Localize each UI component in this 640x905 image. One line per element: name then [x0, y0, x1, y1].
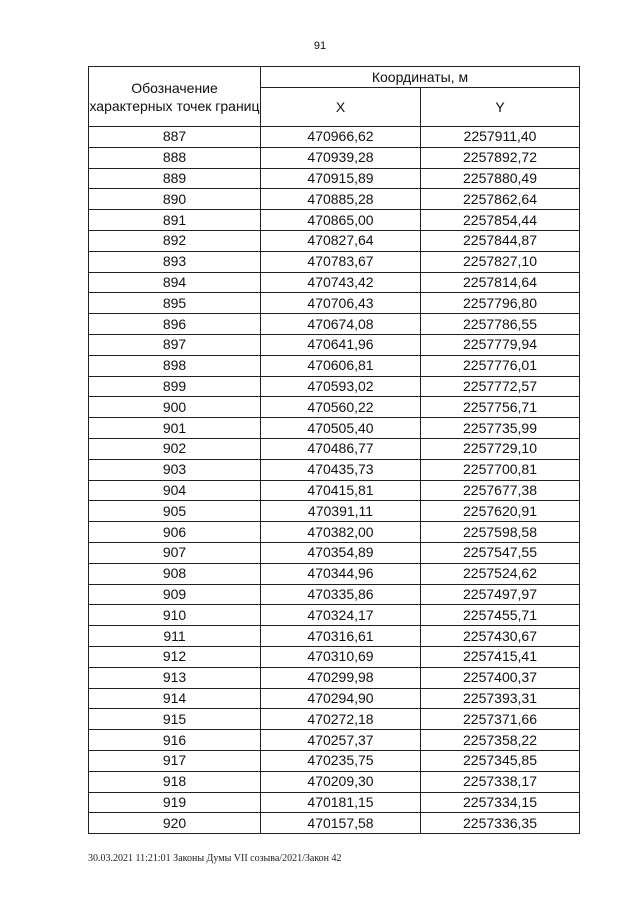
- y-cell: 2257854,44: [421, 210, 580, 231]
- y-header: Y: [421, 88, 580, 127]
- x-cell: 470641,96: [261, 334, 421, 355]
- x-cell: 470257,37: [261, 730, 421, 751]
- coordinates-header: Координаты, м: [261, 67, 580, 88]
- table-row: [89, 314, 580, 335]
- x-cell: 470966,62: [261, 127, 421, 148]
- y-cell: 2257911,40: [421, 127, 580, 148]
- x-cell: 470743,42: [261, 272, 421, 293]
- table-row: [89, 646, 580, 667]
- point-cell: 903: [89, 459, 261, 480]
- table-row: [89, 459, 580, 480]
- x-cell: 470915,89: [261, 168, 421, 189]
- y-cell: 2257796,80: [421, 293, 580, 314]
- point-cell: 916: [89, 730, 261, 751]
- coordinates-table: [88, 66, 580, 834]
- table-row: [89, 397, 580, 418]
- point-cell: 910: [89, 605, 261, 626]
- table-row: [89, 563, 580, 584]
- point-cell: 898: [89, 355, 261, 376]
- y-cell: 2257756,71: [421, 397, 580, 418]
- y-cell: 2257880,49: [421, 168, 580, 189]
- y-cell: 2257892,72: [421, 147, 580, 168]
- point-cell: 891: [89, 210, 261, 231]
- point-cell: 906: [89, 522, 261, 543]
- table-row: [89, 272, 580, 293]
- table-row: [89, 626, 580, 647]
- y-cell: 2257677,38: [421, 480, 580, 501]
- table-row: [89, 709, 580, 730]
- point-cell: 897: [89, 334, 261, 355]
- point-cell: 907: [89, 542, 261, 563]
- y-cell: 2257371,66: [421, 709, 580, 730]
- y-cell: 2257547,55: [421, 542, 580, 563]
- table-row: [89, 355, 580, 376]
- table-row: [89, 688, 580, 709]
- table-row: [89, 210, 580, 231]
- point-cell: 909: [89, 584, 261, 605]
- point-cell: 908: [89, 563, 261, 584]
- point-cell: 893: [89, 251, 261, 272]
- x-cell: 470391,11: [261, 501, 421, 522]
- y-cell: 2257497,97: [421, 584, 580, 605]
- point-cell: 911: [89, 626, 261, 647]
- x-cell: 470415,81: [261, 480, 421, 501]
- table-row: [89, 813, 580, 834]
- point-cell: 888: [89, 147, 261, 168]
- x-cell: 470294,90: [261, 688, 421, 709]
- y-cell: 2257598,58: [421, 522, 580, 543]
- table-row: [89, 501, 580, 522]
- y-cell: 2257735,99: [421, 418, 580, 439]
- point-cell: 912: [89, 646, 261, 667]
- x-cell: 470865,00: [261, 210, 421, 231]
- x-cell: 470560,22: [261, 397, 421, 418]
- y-cell: 2257620,91: [421, 501, 580, 522]
- page-number: 91: [313, 40, 327, 52]
- table-row: [89, 584, 580, 605]
- y-cell: 2257345,85: [421, 750, 580, 771]
- point-cell: 917: [89, 750, 261, 771]
- point-cell: 905: [89, 501, 261, 522]
- table-row: [89, 147, 580, 168]
- x-cell: 470382,00: [261, 522, 421, 543]
- point-cell: 914: [89, 688, 261, 709]
- table-row: [89, 438, 580, 459]
- point-cell: 889: [89, 168, 261, 189]
- y-cell: 2257338,17: [421, 771, 580, 792]
- y-cell: 2257358,22: [421, 730, 580, 751]
- point-cell: 896: [89, 314, 261, 335]
- table-row: [89, 189, 580, 210]
- point-cell: 918: [89, 771, 261, 792]
- y-cell: 2257779,94: [421, 334, 580, 355]
- x-cell: 470435,73: [261, 459, 421, 480]
- x-cell: 470272,18: [261, 709, 421, 730]
- point-cell: 895: [89, 293, 261, 314]
- table-row: [89, 771, 580, 792]
- table-row: [89, 293, 580, 314]
- table-row: [89, 667, 580, 688]
- x-cell: 470939,28: [261, 147, 421, 168]
- table-row: [89, 522, 580, 543]
- table-row: [89, 334, 580, 355]
- y-cell: 2257415,41: [421, 646, 580, 667]
- table-row: [89, 168, 580, 189]
- y-cell: 2257336,35: [421, 813, 580, 834]
- point-cell: 913: [89, 667, 261, 688]
- table-row: [89, 792, 580, 813]
- point-cell: 900: [89, 397, 261, 418]
- y-cell: 2257524,62: [421, 563, 580, 584]
- point-cell: 887: [89, 127, 261, 148]
- x-cell: 470783,67: [261, 251, 421, 272]
- y-cell: 2257844,87: [421, 230, 580, 251]
- point-cell: 902: [89, 438, 261, 459]
- point-cell: 890: [89, 189, 261, 210]
- footer-stamp: 30.03.2021 11:21:01 Законы Думы VII созыва/2021/Закон 42: [88, 853, 342, 864]
- x-cell: 470354,89: [261, 542, 421, 563]
- x-cell: 470885,28: [261, 189, 421, 210]
- point-cell: 899: [89, 376, 261, 397]
- table-row: [89, 418, 580, 439]
- y-cell: 2257455,71: [421, 605, 580, 626]
- x-cell: 470706,43: [261, 293, 421, 314]
- point-cell: 920: [89, 813, 261, 834]
- table-row: [89, 605, 580, 626]
- table-row: [89, 730, 580, 751]
- y-cell: 2257700,81: [421, 459, 580, 480]
- x-cell: 470235,75: [261, 750, 421, 771]
- table-row: [89, 480, 580, 501]
- y-cell: 2257393,31: [421, 688, 580, 709]
- table-row: [89, 251, 580, 272]
- table-row: [89, 750, 580, 771]
- x-cell: 470486,77: [261, 438, 421, 459]
- x-cell: 470181,15: [261, 792, 421, 813]
- x-cell: 470310,69: [261, 646, 421, 667]
- x-cell: 470827,64: [261, 230, 421, 251]
- y-cell: 2257786,55: [421, 314, 580, 335]
- x-header: X: [261, 88, 421, 127]
- x-cell: 470674,08: [261, 314, 421, 335]
- y-cell: 2257729,10: [421, 438, 580, 459]
- point-cell: 894: [89, 272, 261, 293]
- x-cell: 470299,98: [261, 667, 421, 688]
- y-cell: 2257334,15: [421, 792, 580, 813]
- point-cell: 901: [89, 418, 261, 439]
- x-cell: 470505,40: [261, 418, 421, 439]
- point-cell: 919: [89, 792, 261, 813]
- y-cell: 2257862,64: [421, 189, 580, 210]
- table-row: [89, 127, 580, 148]
- table-row: [89, 376, 580, 397]
- x-cell: 470335,86: [261, 584, 421, 605]
- x-cell: 470593,02: [261, 376, 421, 397]
- table-row: [89, 230, 580, 251]
- x-cell: 470606,81: [261, 355, 421, 376]
- y-cell: 2257430,67: [421, 626, 580, 647]
- x-cell: 470316,61: [261, 626, 421, 647]
- y-cell: 2257827,10: [421, 251, 580, 272]
- y-cell: 2257776,01: [421, 355, 580, 376]
- x-cell: 470324,17: [261, 605, 421, 626]
- y-cell: 2257772,57: [421, 376, 580, 397]
- y-cell: 2257814,64: [421, 272, 580, 293]
- x-cell: 470344,96: [261, 563, 421, 584]
- point-cell: 915: [89, 709, 261, 730]
- table-row: [89, 542, 580, 563]
- y-cell: 2257400,37: [421, 667, 580, 688]
- x-cell: 470209,30: [261, 771, 421, 792]
- point-cell: 892: [89, 230, 261, 251]
- designation-header: Обозначение характерных точек границ: [89, 67, 261, 127]
- x-cell: 470157,58: [261, 813, 421, 834]
- table-body: [89, 127, 580, 834]
- point-cell: 904: [89, 480, 261, 501]
